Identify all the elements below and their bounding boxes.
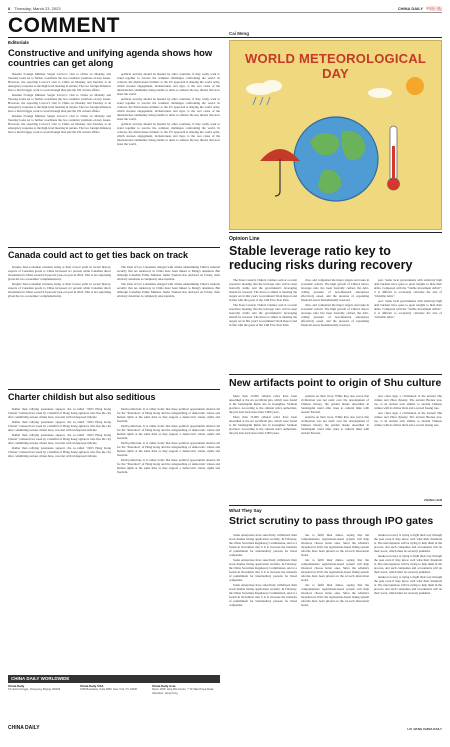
footer-info [8, 685, 220, 695]
cartoon-illustration [229, 40, 442, 230]
footer-col-1 [8, 685, 76, 695]
artifacts-text-2b: patterns on their ivory. While they also prove that civilization was not static over the development of Chinese history, the golden masks unearthed in Sanxingdui could offer clues to cultural links with ancient Eurasia. [301, 415, 369, 435]
canada-col-2 [117, 265, 220, 385]
scrutiny-text-1: Some enterprises have selectively withdrawn their stock market listing application recently. In February, the China Securities Regulatory Commission, said at a forum in November that it is to increase the intensity of punishment for intermediary persons for listed companies. [229, 533, 297, 557]
artifacts-col-3 [374, 394, 442, 496]
scrutiny-col-3 [374, 533, 442, 723]
editorial-text-2c: political security should be heeded by other countries, if they really want to stand together to resolve the common challenges confronting the world. In contrast, the divisiveness intrinsic to the US approach is shaping the world order, which stresses engagement, inclusiveness and rigor, is the root cause of the international community being unable to unite to address the key threats that now beset the world. [117, 122, 220, 146]
opinion-text-2: ciles, and completed the major targets and tasks in economic reform. The high growth of China's macro leverage ratio has been basically curbed, the debt-ceiling pressure of non-financial enterprises effectively eased, and the pressure of expanding financial assets fundamentally reversed. [301, 278, 369, 302]
editorial-col-1 [8, 72, 111, 242]
artifacts-col-2 [301, 394, 369, 502]
scrutiny-text-3c: market recovery is trying to fight their way through the pass even if they know well what their threshold is. The unscrupulous will be trying to help them in the process, and such companies and accountants will do their worst, which must be severely punished. [374, 575, 442, 595]
canada-text-1b: Despite Sino-Canadian relations being at their lowest point in recent history, exports of Canadian goods to China increased 4.1 percent while Canadian direct investment in China soared 6.6 percent year-on-year in 2022. This is not surprising given the two economies' complementarity. [8, 282, 111, 298]
rain-icon [253, 97, 270, 105]
opinion-headline[interactable]: Stable leverage ratio key to reducing risks during recovery [229, 244, 413, 272]
canada-text-1: Despite Sino-Canadian relations being at their lowest point in recent history, exports of Canadian goods to China increased 4.1 percent while Canadian direct investment in China soared 6.6 percent year-on-year in 2022. This is not surprising given the two economies' complementarity. [8, 265, 111, 281]
charter-text-1c: Rather than rallying passionate support, the so-called "2023 Hong Kong Charter" released last week by a handful of Hong Kong agitators who flee the city after committing serious crimes here, was met with widespread ridicule. [8, 433, 111, 445]
charter-col-1 [8, 407, 111, 669]
canada-text-2b: The trials of two Canadians charged with crimes undermining China's national security that are underway in China have been linked to Meng's detention. But although Canadian Prime Minister Justin Trudeau has declared on Friday, their arbitrary detention is completely unacceptable. [117, 282, 220, 298]
page-header [8, 5, 442, 13]
divider-5 [229, 505, 442, 506]
section-title: COMMENT [8, 14, 120, 37]
charter-text-2: Perth politicians. It is rather ironic that these political opportunists should call for the "liberation" of Hong Kong and the safeguarding of democratic values and human rights at the same time as they support a democratic vision, rights and freedom. [117, 407, 220, 423]
artifacts-text-1b: More than 13,000 cultural relics have been unearthed at the six sacrificial pits, which were found at the Sanxingdui Ruins site in Guanghan, Sichuan province. According to the cultural relics authorities, the pits date back more than 3,000 years. [229, 415, 297, 435]
editorial-block [8, 40, 220, 69]
opinion-text-1: The State Council, China's Cabinet, said at a recent executive meeting that the leverage ratio will be kept basically stable and the government's leveraging should be lowered. The move is aimed at meeting the targets set in this year's Government Work Report and in line with the goals of the 14th Five-Year Plan. [229, 278, 297, 302]
opinion-col-1 [229, 278, 297, 370]
scrutiny-col-1 [229, 533, 297, 733]
scrutiny-byline: LIU JIANG CHINA DAILY [407, 727, 442, 731]
footer-col-1-text: 15 Huixin Dongjie, Chaoyang, Beijing 100029 [8, 688, 61, 692]
cartoon-drawing-icon [230, 41, 442, 230]
opinion-label: Opinion Line [229, 236, 260, 242]
editorial-text-2: political security should be heeded by other countries, if they really want to stand together to resolve the common challenges confronting the world. In contrast, the divisiveness intrinsic to the US approach is shaping the world order, which stresses engagement, inclusiveness and rigor, is the root cause of the international community being unable to unite to address the key threats that now beset the world. [117, 72, 220, 96]
opinion-text-3: pact. Some local governments with relatively high debt burdens have gone to great lengths to hide their debts. Compared with the "visible investment deficit", it is difficult to accurately calculate the size of "invisible debts". [374, 278, 442, 298]
charter-text-2c: Perth politicians. It is rather ironic that these political opportunists should call for the "liberation" of Hong Kong and the safeguarding of democratic values and human rights at the same time as they support a democratic vision, rights and freedom. [117, 441, 220, 457]
editorial-col-2 [117, 72, 220, 242]
charter-text-1b: Rather than rallying passionate support, the so-called "2023 Hong Kong Charter" released last week by a handful of Hong Kong agitators who flee the city after committing serious crimes here, was met with widespread ridicule. [8, 420, 111, 432]
footer-band: CHINA DAILY WORLDWIDE [8, 675, 220, 683]
page-number: 8 [8, 6, 11, 11]
scrutiny-text-2: ties to fulfil their duties, saying that the comprehensive registration-based system will help investors choose better ones. Since the scheme's inception in 2019, the registration-based listing system reforms have been piloted on the sci-tech innovation board. [301, 533, 369, 557]
charter-text-1: Rather than rallying passionate support, the so-called "2023 Hong Kong Charter" released last week by a handful of Hong Kong agitators who flee the city after committing serious crimes here, was met with widespread ridicule. [8, 407, 111, 419]
canada-text-2: The trials of two Canadians charged with crimes undermining China's national security that are underway in China have been linked to Meng's detention. But although Canadian Prime Minister Justin Trudeau has declared on Friday, their arbitrary detention is completely unacceptable. [117, 265, 220, 281]
editorial-text-2b: political security should be heeded by other countries, if they really want to stand together to resolve the common challenges confronting the world. In contrast, the divisiveness intrinsic to the US approach is shaping the world order, which stresses engagement, inclusiveness and rigor, is the root cause of the international community being unable to unite to address the key threats that now beset the world. [117, 97, 220, 121]
scrutiny-text-1c: Some enterprises have selectively withdrawn their stock market listing application recently. In February, the China Securities Regulatory Commission, said at a forum in November that it is to increase the intensity of punishment for intermediary persons for listed companies. [229, 583, 297, 607]
opinion-col-2 [301, 278, 369, 370]
page-date: Thursday, March 23, 2023 [14, 6, 61, 11]
charter-text-2d: Perth politicians. It is rather ironic that these political opportunists should call for the "liberation" of Hong Kong and the safeguarding of democratic values and human rights at the same time as they support a democratic vision, rights and freedom. [117, 458, 220, 474]
charter-text-2b: Perth politicians. It is rather ironic that these political opportunists should call for the "liberation" of Hong Kong and the safeguarding of democratic values and human rights at the same time as they support a democratic vision, rights and freedom. [117, 424, 220, 440]
scrutiny-col-2 [301, 533, 369, 733]
editorial-headline[interactable]: Constructive and unifying agenda shows how countries can get along [8, 47, 213, 69]
opinion-text-2b: ciles, and completed the major targets and tasks in economic reform. The high growth of China's macro leverage ratio has been basically curbed, the debt-ceiling pressure of non-financial enterprises effectively eased, and the pressure of expanding financial assets fundamentally reversed. [301, 303, 369, 327]
charter-col-2 [117, 407, 220, 669]
scrutiny-text-2b: ties to fulfil their duties, saying that the comprehensive registration-based system will help investors choose better ones. Since the scheme's inception in 2019, the registration-based listing system reforms have been piloted on the sci-tech innovation board. [301, 558, 369, 582]
artifacts-col-1 [229, 394, 297, 502]
scrutiny-headline[interactable]: Strict scrutiny to pass through IPO gates [229, 515, 434, 527]
charter-text-1d: Rather than rallying passionate support, the so-called "2023 Hong Kong Charter" released last week by a handful of Hong Kong agitators who flee the city after committing serious crimes here, was met with widespread ridicule. [8, 446, 111, 458]
footer-col-2 [80, 685, 148, 695]
artifacts-text-3: new clues sign, a civilization of the ancient Shu culture and Zhou dynasty. The ancient Bronze tree, too, is an ancient relic similar to ancient Chinese culture with its divine birds and a sacred fusang tree. [374, 394, 442, 410]
opinion-col-3 [374, 278, 442, 370]
editorial-text-1b: Russian Foreign Minister Sergei Lavrov's visit to China on Monday and Tuesday looks set to further coordinate the two countries' positions on key issues. However, the reporting Lavrov's visit to China on Monday and Tuesday is an emergency response to the high-level meeting in Astana. The two foreign ministers have a much bigger work to work through than just the UN current affairs. [8, 93, 111, 113]
cartoon-credit: Cai Meng [229, 31, 250, 36]
scrutiny-text-3b: market recovery is trying to fight their way through the pass even if they know well what their threshold is. The unscrupulous will be trying to help them in the process, and such companies and accountants will do their worst, which must be severely punished. [374, 554, 442, 574]
canada-col-1 [8, 265, 111, 385]
editorial-kicker: Editorials [8, 40, 29, 45]
artifacts-headline[interactable]: New artifacts point to origin of Shu culture [229, 377, 442, 389]
scrutiny-text-2c: ties to fulfil their duties, saying that the comprehensive registration-based system will help investors choose better ones. Since the scheme's inception in 2019, the registration-based listing system reforms have been piloted on the sci-tech innovation board. [301, 583, 369, 607]
canada-headline[interactable]: Canada could act to get ties back on track [8, 250, 189, 260]
footer-col-1-title: China Daily [8, 684, 25, 688]
footer-logo: CHINA DAILY [8, 725, 40, 731]
opinion-text-3b: pact. Some local governments with relatively high debt burdens have gone to great lengths to hide their debts. Compared with the "visible investment deficit", it is difficult to accurately calculate the size of "invisible debts". [374, 299, 442, 319]
divider-4 [229, 374, 442, 375]
editorial-text-1: Russian Foreign Minister Sergei Lavrov's visit to China on Monday and Tuesday looks set to further coordinate the two countries' positions on key issues. However, the reporting Lavrov's visit to China on Monday and Tuesday is an emergency response to the high-level meeting in Astana. The two foreign ministers have a much bigger work to work through than just the UN current affairs. [8, 72, 111, 92]
charter-headline[interactable]: Charter childish but also seditious [8, 392, 156, 402]
sun-icon [406, 77, 424, 95]
footer-col-3-text: Room 1818, Hing Wai Centre, 7 Tin Wan Praya Road, Aberdeen, Hong Kong [152, 688, 214, 695]
cartoon-title: WORLD METEOROLOGICAL DAY [245, 51, 426, 81]
divider-3 [229, 232, 442, 233]
divider-1 [8, 247, 220, 248]
divider-2 [8, 389, 220, 390]
cloud-icon [246, 80, 392, 98]
footer-col-3-title: China Daily Asia [152, 684, 176, 688]
scrutiny-label: What They Say [229, 508, 262, 513]
artifacts-text-2: patterns on their ivory. While they also prove that civilization was not static over the development of Chinese history, the golden masks unearthed in Sanxingdui could offer clues to cultural links with ancient Eurasia. [301, 394, 369, 414]
scrutiny-text-1b: Some enterprises have selectively withdrawn their stock market listing application recently. In February, the China Securities Regulatory Commission, said at a forum in November that it is to increase the intensity of punishment for intermediary persons for listed companies. [229, 558, 297, 582]
artifacts-text-1: More than 13,000 cultural relics have been unearthed at the six sacrificial pits, which were found at the Sanxingdui Ruins site in Guanghan, Sichuan province. According to the cultural relics authorities, the pits date back more than 3,000 years. [229, 394, 297, 414]
artifacts-byline: ZHANG HAN [424, 498, 442, 502]
masthead-brand: CHINA DAILY [397, 6, 423, 11]
scrutiny-text-3: market recovery is trying to fight their way through the pass even if they know well what their threshold is. The unscrupulous will be trying to help them in the process, and such companies and accountants will do their worst, which must be severely punished. [374, 533, 442, 553]
footer-col-2-title: China Daily USA [80, 684, 104, 688]
artifacts-text-3b: new clues sign, a civilization of the ancient Shu culture and Zhou dynasty. The ancient Bronze tree, too, is an ancient relic similar to ancient Chinese culture with its divine birds and a sacred fusang tree. [374, 411, 442, 427]
editorial-text-1c: Russian Foreign Minister Sergei Lavrov's visit to China on Monday and Tuesday looks set to further coordinate the two countries' positions on key issues. However, the reporting Lavrov's visit to China on Monday and Tuesday is an emergency response to the high-level meeting in Astana. The two foreign ministers have a much bigger work to work through than just the UN current affairs. [8, 114, 111, 134]
footer-col-3 [152, 685, 220, 695]
section-rule [8, 37, 442, 38]
masthead-brand-cn: 中国日报 [426, 5, 442, 11]
opinion-text-1b: The State Council, China's Cabinet, said at a recent executive meeting that the leverage ratio will be kept basically stable and the government's leveraging should be lowered. The move is aimed at meeting the targets set in this year's Government Work Report and in line with the goals of the 14th Five-Year Plan. [229, 303, 297, 327]
footer-col-2-text: 1500 Broadway, Suite 2800, New York, NY 10036 [80, 688, 138, 692]
